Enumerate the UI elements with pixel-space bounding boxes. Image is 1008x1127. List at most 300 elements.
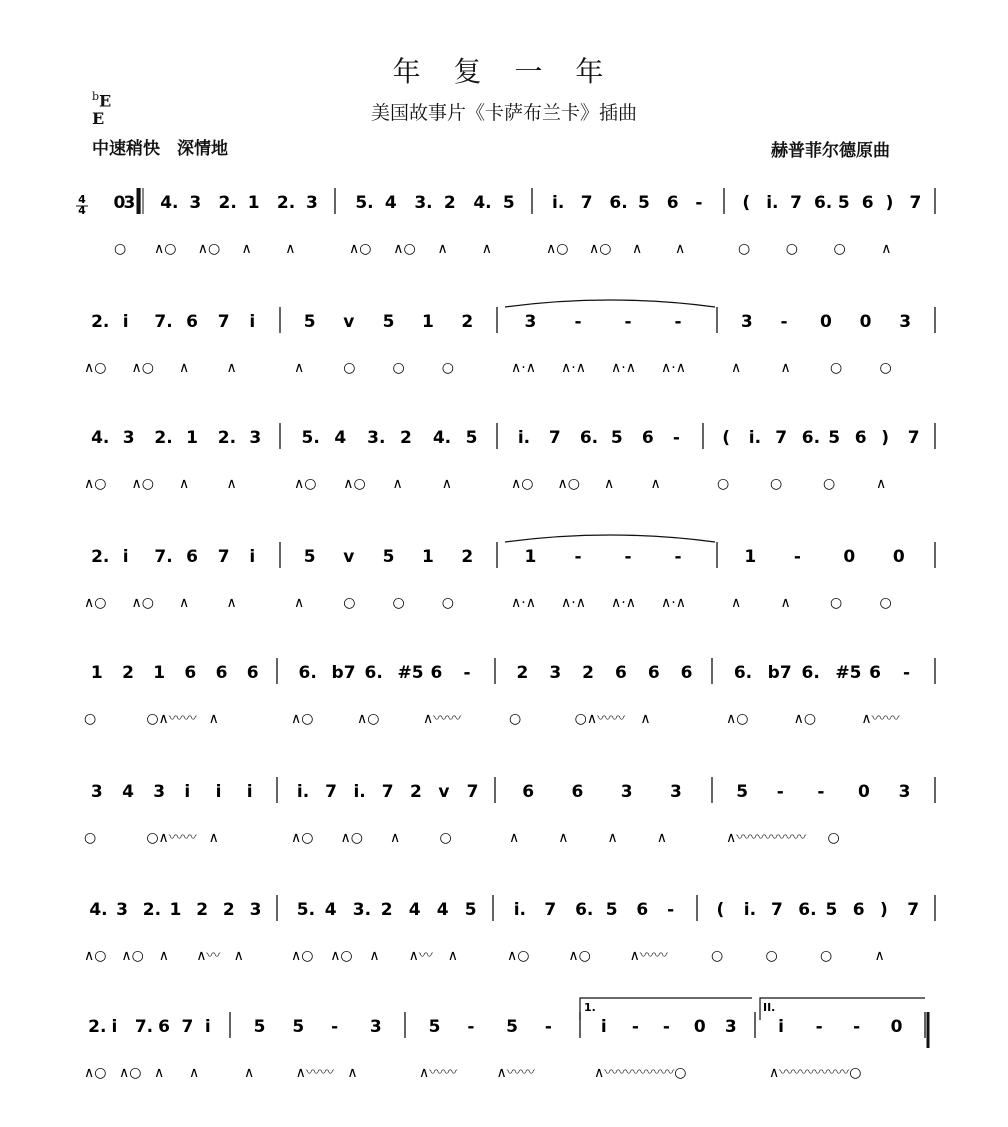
breath-mark: ∧ (656, 830, 667, 846)
note: 5 (428, 1017, 441, 1037)
breath-mark: ∧〰 (408, 948, 433, 964)
breath-mark: ∧ (441, 476, 452, 492)
breath-mark: ∧○ (507, 948, 530, 964)
breath-mark: ∧·∧ (511, 360, 536, 376)
note: i. (748, 428, 762, 448)
note: 7. (154, 547, 173, 567)
breath-mark: ○ (879, 595, 892, 611)
note: 3 (123, 193, 136, 213)
note: 4 (334, 428, 347, 448)
breath-mark: ∧ (179, 360, 190, 376)
note: 6 (522, 782, 535, 802)
note: 3 (549, 663, 562, 683)
time-sig-denominator: 4 (78, 204, 86, 217)
breath-mark: ∧ (158, 948, 170, 964)
breath-mark: ○ (343, 595, 356, 611)
breath-mark: ∧ (640, 711, 651, 727)
breath-mark: ∧ (780, 360, 791, 376)
breath-mark: ∧ (294, 595, 305, 611)
note: 3 (724, 1017, 737, 1037)
breath-mark: ∧○ (119, 1065, 142, 1081)
note: 2. (276, 193, 296, 213)
note: 7 (909, 193, 922, 213)
note: 4 (408, 900, 421, 920)
breath-mark: ∧○ (84, 948, 107, 964)
breath-mark: ○ (392, 595, 405, 611)
note: 5 (292, 1017, 305, 1037)
note: 6. (733, 663, 753, 683)
volta-label-2: II. (763, 1001, 776, 1014)
breath-mark: ∧ (447, 948, 459, 964)
note: 6 (647, 663, 660, 683)
note: 6 (680, 663, 693, 683)
breath-mark: ∧○ (349, 241, 372, 257)
breath-mark: ∧ (226, 595, 237, 611)
note: 3 (249, 900, 262, 920)
breath-mark: ∧ (208, 830, 219, 846)
breath-mark: ∧ (294, 360, 305, 376)
note: 7 (548, 428, 561, 448)
note: 6. (801, 428, 821, 448)
note: 0 (890, 1017, 903, 1037)
note: 6 (852, 900, 865, 920)
note: 6. (575, 900, 594, 920)
note: i (246, 782, 253, 802)
breath-mark: ○ (738, 241, 751, 257)
note: i. (766, 193, 779, 213)
note: i (249, 312, 256, 332)
note: i. (353, 782, 366, 802)
breath-mark: ∧·∧ (561, 360, 586, 376)
breath-mark: ∧ (226, 476, 237, 492)
note: ( (716, 900, 725, 920)
note: 4. (432, 428, 452, 448)
breath-mark: ∧○ (589, 241, 612, 257)
note: i (184, 782, 191, 802)
breath-mark: ∧ (285, 241, 296, 257)
note: 4 (324, 900, 337, 920)
breath-mark: ∧○ (121, 948, 144, 964)
note: - (780, 312, 788, 332)
note: 5. (301, 428, 320, 448)
note: - (672, 428, 680, 448)
note: #5 (835, 663, 862, 683)
note: 2 (122, 663, 134, 683)
breath-mark: ○ (717, 476, 730, 492)
note: - (695, 193, 703, 213)
note: - (817, 782, 825, 802)
note: 7 (217, 547, 230, 567)
note: - (674, 312, 682, 332)
note: 3. (352, 900, 372, 920)
note: 3 (369, 1017, 382, 1037)
breath-mark: ∧ (509, 830, 520, 846)
note: 6 (186, 312, 198, 332)
note: 2. (88, 1017, 107, 1037)
breath-mark: ∧ (189, 1065, 200, 1081)
note: i (122, 547, 129, 567)
note: 0 (859, 312, 872, 332)
note: 5 (502, 193, 515, 213)
composer-credit: 赫普菲尔德原曲 (771, 141, 890, 161)
note: 0 (858, 782, 870, 802)
breath-mark: ○ (392, 360, 405, 376)
note: - (853, 1017, 861, 1037)
breath-mark: ∧ (874, 948, 885, 964)
note: b7 (331, 663, 356, 683)
note: 6. (801, 663, 820, 683)
breath-mark: ∧○ (357, 711, 380, 727)
note: i. (296, 782, 310, 802)
note: 4. (160, 193, 179, 213)
note: 5 (837, 193, 850, 213)
note: - (631, 1017, 639, 1037)
breath-mark: ○∧〰〰 (574, 711, 626, 727)
note: 7 (181, 1017, 194, 1037)
breath-mark: ∧〰 (196, 948, 221, 964)
breath-mark: ○ (820, 948, 833, 964)
note: 5 (610, 428, 623, 448)
note: 4 (384, 193, 397, 213)
breath-mark: ○ (711, 948, 724, 964)
note: v (343, 312, 355, 332)
note: 5. (355, 193, 374, 213)
note: 0 (113, 193, 126, 213)
note: 2. (154, 428, 173, 448)
note: 0 (820, 312, 832, 332)
note: 5 (506, 1017, 518, 1037)
breath-mark: ∧·∧ (511, 595, 536, 611)
breath-mark: ∧ (675, 241, 686, 257)
breath-mark: ○ (827, 830, 840, 846)
note: 3 (189, 193, 202, 213)
breath-mark: ∧ (179, 595, 190, 611)
note: 7 (381, 782, 394, 802)
note: 7 (775, 428, 788, 448)
note: v (438, 782, 450, 802)
note: 2 (461, 312, 474, 332)
breath-mark: ∧ (731, 595, 742, 611)
note: 6 (184, 663, 197, 683)
note: 3 (524, 312, 537, 332)
note: 1 (153, 663, 166, 683)
breath-mark: ∧ (780, 595, 791, 611)
note: 6. (579, 428, 599, 448)
note: 5 (605, 900, 618, 920)
breath-mark: ∧○ (291, 830, 314, 846)
key-upper: E (99, 91, 112, 111)
note: i (600, 1017, 607, 1037)
note: 4 (122, 782, 134, 802)
breath-mark: ○ (84, 711, 97, 727)
breath-mark: ∧ (347, 1065, 358, 1081)
note: 3 (249, 428, 262, 448)
note: 5 (382, 312, 395, 332)
note: ) (880, 900, 888, 920)
breath-mark: ∧○ (511, 476, 534, 492)
note: 2 (461, 547, 474, 567)
breath-mark: ○ (879, 360, 892, 376)
note: 7 (907, 900, 920, 920)
breath-mark: ○ (439, 830, 452, 846)
note: 3 (90, 782, 103, 802)
note: ) (881, 428, 890, 448)
note: b7 (767, 663, 792, 683)
breath-mark: ○ (830, 595, 843, 611)
breath-mark: ○ (823, 476, 836, 492)
note: 2 (380, 900, 393, 920)
note: 5 (638, 193, 650, 213)
breath-mark: ∧○ (793, 711, 817, 727)
breath-mark: ∧ (881, 241, 892, 257)
volta-label-1: 1. (584, 1001, 596, 1014)
song-title: 年 复 一 年 (392, 55, 616, 88)
breath-mark: ∧○ (197, 241, 221, 257)
breath-mark: ∧·∧ (561, 595, 586, 611)
note: 7 (907, 428, 920, 448)
note: 3 (669, 782, 682, 802)
note: 5 (253, 1017, 266, 1037)
breath-mark: ∧ (604, 476, 615, 492)
breath-mark: ∧ (481, 241, 492, 257)
note: 5 (828, 428, 841, 448)
note: 6 (869, 663, 882, 683)
note: 1 (169, 900, 182, 920)
breath-mark: ∧〰〰 (496, 1065, 535, 1081)
note: 3 (898, 782, 911, 802)
breath-mark: ∧○ (726, 711, 749, 727)
note: 6 (430, 663, 443, 683)
breath-mark: ∧ (233, 948, 244, 964)
breath-mark: ∧○ (131, 360, 154, 376)
note: 6 (861, 193, 874, 213)
note: 5 (736, 782, 749, 802)
note: 1 (421, 547, 434, 567)
note: 1 (90, 663, 103, 683)
breath-mark: ∧ (226, 360, 237, 376)
breath-mark: ∧○ (84, 1065, 107, 1081)
breath-mark: ∧○ (557, 476, 580, 492)
note: 7 (580, 193, 593, 213)
note: - (624, 547, 632, 567)
note: 2. (91, 312, 110, 332)
breath-mark: ○ (441, 595, 454, 611)
breath-mark: ∧〰〰 (419, 1065, 458, 1081)
note: #5 (397, 663, 424, 683)
note: 5 (825, 900, 838, 920)
breath-mark: ∧○ (84, 360, 107, 376)
tie-arc (505, 535, 715, 542)
breath-mark: ∧○ (393, 241, 416, 257)
note: 3 (306, 193, 318, 213)
note: 0 (892, 547, 905, 567)
note: 4. (473, 193, 492, 213)
note: 6 (854, 428, 867, 448)
breath-mark: ∧ (244, 1065, 255, 1081)
breath-mark: ∧ (558, 830, 569, 846)
note: 6 (614, 663, 627, 683)
breath-mark: ∧○ (84, 476, 107, 492)
breath-mark: ∧·∧ (611, 595, 636, 611)
note: 6 (186, 547, 198, 567)
note: i (778, 1017, 784, 1037)
breath-mark: ○ (833, 241, 846, 257)
note: - (667, 900, 675, 920)
note: 7. (134, 1017, 154, 1037)
note: i (122, 312, 129, 332)
note: 3 (740, 312, 753, 332)
note: 7 (771, 900, 783, 920)
note: 3 (122, 428, 135, 448)
breath-mark: ∧ (650, 476, 661, 492)
note: - (674, 547, 682, 567)
breath-mark: ○∧〰〰 (146, 711, 197, 727)
note: 6 (571, 782, 584, 802)
breath-mark: ∧○ (294, 476, 317, 492)
breath-mark: ∧ (876, 476, 887, 492)
note: 6 (636, 900, 649, 920)
note: 5. (296, 900, 316, 920)
breath-mark: ∧○ (340, 830, 363, 846)
breath-mark: ∧○ (343, 476, 366, 492)
breath-mark: ∧○ (131, 476, 154, 492)
breath-mark: ∧ (731, 360, 742, 376)
note: 2. (218, 193, 237, 213)
note: - (793, 547, 801, 567)
note: 7 (466, 782, 479, 802)
breath-mark: ∧〰〰〰〰〰○ (769, 1065, 862, 1081)
note: 2. (142, 900, 162, 920)
breath-mark: ∧○ (291, 948, 314, 964)
note: 6. (298, 663, 317, 683)
note: - (624, 312, 632, 332)
note: - (331, 1017, 339, 1037)
note: v (343, 547, 355, 567)
note: i. (743, 900, 757, 920)
breath-mark: ∧○ (546, 241, 569, 257)
note: 6. (798, 900, 817, 920)
note: i (215, 782, 222, 802)
note: 2 (196, 900, 209, 920)
note: 7 (790, 193, 802, 213)
key-lower: E (92, 109, 105, 129)
note: 1 (247, 193, 260, 213)
note: 4. (91, 428, 110, 448)
note: 6 (641, 428, 654, 448)
breath-mark: ○∧〰〰 (146, 830, 197, 846)
breath-mark: ∧ (369, 948, 380, 964)
note: 3 (153, 782, 166, 802)
note: - (776, 782, 784, 802)
note: 4 (436, 900, 449, 920)
breath-mark: ∧〰〰 (629, 948, 668, 964)
breath-mark: ∧ (437, 241, 448, 257)
breath-mark: ∧·∧ (661, 595, 686, 611)
note: i. (513, 900, 527, 920)
note: 5 (303, 547, 316, 567)
breath-mark: ○ (830, 360, 843, 376)
note: i (111, 1017, 118, 1037)
breath-mark: ∧ (154, 1065, 165, 1081)
note: - (903, 663, 911, 683)
note: - (662, 1017, 670, 1037)
breath-mark: ∧○ (291, 711, 314, 727)
note: 2 (410, 782, 422, 802)
note: 1 (744, 547, 757, 567)
breath-mark: ∧〰〰 (295, 1065, 334, 1081)
note: ( (722, 428, 731, 448)
note: 2. (91, 547, 110, 567)
note: 7. (154, 312, 173, 332)
breath-mark: ○ (441, 360, 454, 376)
note: 1 (186, 428, 198, 448)
breath-mark: ∧·∧ (661, 360, 686, 376)
note: - (815, 1017, 823, 1037)
note: ( (742, 193, 751, 213)
note: 6 (158, 1017, 171, 1037)
note: 5 (465, 428, 478, 448)
breath-mark: ○ (114, 241, 127, 257)
note: - (463, 663, 471, 683)
note: 6. (813, 193, 833, 213)
tie-arc (505, 300, 715, 307)
breath-mark: ○ (785, 241, 798, 257)
note: i. (552, 193, 565, 213)
note: i. (517, 428, 531, 448)
breath-mark: ∧〰〰 (861, 711, 900, 727)
breath-mark: ∧ (390, 830, 401, 846)
breath-mark: ∧ (392, 476, 403, 492)
note: 3 (620, 782, 633, 802)
note: 4. (89, 900, 108, 920)
breath-mark: ∧〰〰 (423, 711, 462, 727)
note: 2 (582, 663, 595, 683)
breath-mark: ∧○ (131, 595, 154, 611)
breath-mark: ∧○ (154, 241, 177, 257)
note: 6. (609, 193, 628, 213)
time-sig-numerator: 4 (78, 193, 86, 206)
note: 3. (414, 193, 433, 213)
note: 0 (693, 1017, 706, 1037)
note: 1 (524, 547, 537, 567)
breath-mark: ○ (509, 711, 522, 727)
breath-mark: ∧○ (330, 948, 353, 964)
breath-mark: ∧〰〰〰〰〰○ (594, 1065, 687, 1081)
note: i (249, 547, 256, 567)
breath-mark: ○ (84, 830, 97, 846)
note: - (574, 312, 582, 332)
note: 2 (516, 663, 529, 683)
note: ) (885, 193, 894, 213)
note: 3. (367, 428, 386, 448)
note: 2 (399, 428, 412, 448)
key-flat: b (92, 90, 100, 103)
note: 5 (382, 547, 395, 567)
note: 2. (217, 428, 237, 448)
note: - (467, 1017, 475, 1037)
note: 5 (303, 312, 316, 332)
breath-mark: ○ (343, 360, 356, 376)
note: 6. (364, 663, 383, 683)
note: - (544, 1017, 552, 1037)
breath-mark: ∧○ (84, 595, 107, 611)
note: 7 (217, 312, 230, 332)
breath-mark: ○ (770, 476, 783, 492)
song-subtitle: 美国故事片《卡萨布兰卡》插曲 (370, 102, 637, 124)
breath-mark: ∧·∧ (611, 360, 636, 376)
breath-mark: ∧ (179, 476, 190, 492)
breath-mark: ○ (765, 948, 778, 964)
